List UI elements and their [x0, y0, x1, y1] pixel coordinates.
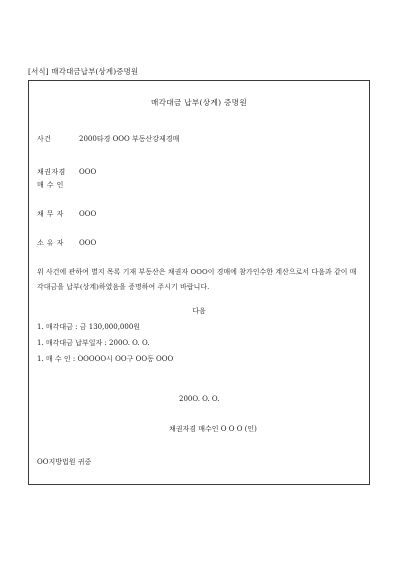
creditor-buyer-label-line1: 채권자겸 [37, 168, 66, 176]
form-caption: [서식] 매각대금납부(상계)증명원 [28, 67, 139, 76]
document-title: 매각대금 납부(상계) 증명원 [151, 98, 247, 107]
debtor-value: OOO [79, 210, 97, 218]
next-heading: 다음 [192, 307, 206, 315]
item-payment-date: 1. 매각대금 납부일자 : 200O. O. O. [37, 339, 150, 347]
owner-label: 소 유 자 [37, 239, 64, 247]
case-label: 사건 [37, 135, 52, 143]
creditor-buyer-label-line2: 매 수 인 [37, 181, 64, 189]
document-date: 200O. O. O. [179, 395, 220, 403]
item-buyer-address: 1. 매 수 인 : OOOOO시 OO구 OO동 OOO [37, 355, 174, 363]
creditor-buyer-value: OOO [79, 168, 97, 176]
item-sale-price: 1. 매각대금 : 금 130,000,000원 [37, 323, 141, 331]
court-addressee: OO지방법원 귀중 [37, 458, 92, 466]
owner-value: OOO [79, 239, 97, 247]
signature-line: 채권자겸 매수인 O O O (인) [169, 425, 257, 433]
case-value: 2000타경 OOO 부동산강제경매 [79, 135, 180, 143]
debtor-label: 채 무 자 [37, 210, 64, 218]
document-frame [28, 80, 370, 485]
request-paragraph: 위 사건에 관하여 별지 목록 기재 부동산은 채권자 OOO이 경매에 참가인수한 계산으로서 다음과 같이 매각대금을 납부(상계)하였음을 증명하여 주시기 바랍니다. [37, 268, 357, 291]
